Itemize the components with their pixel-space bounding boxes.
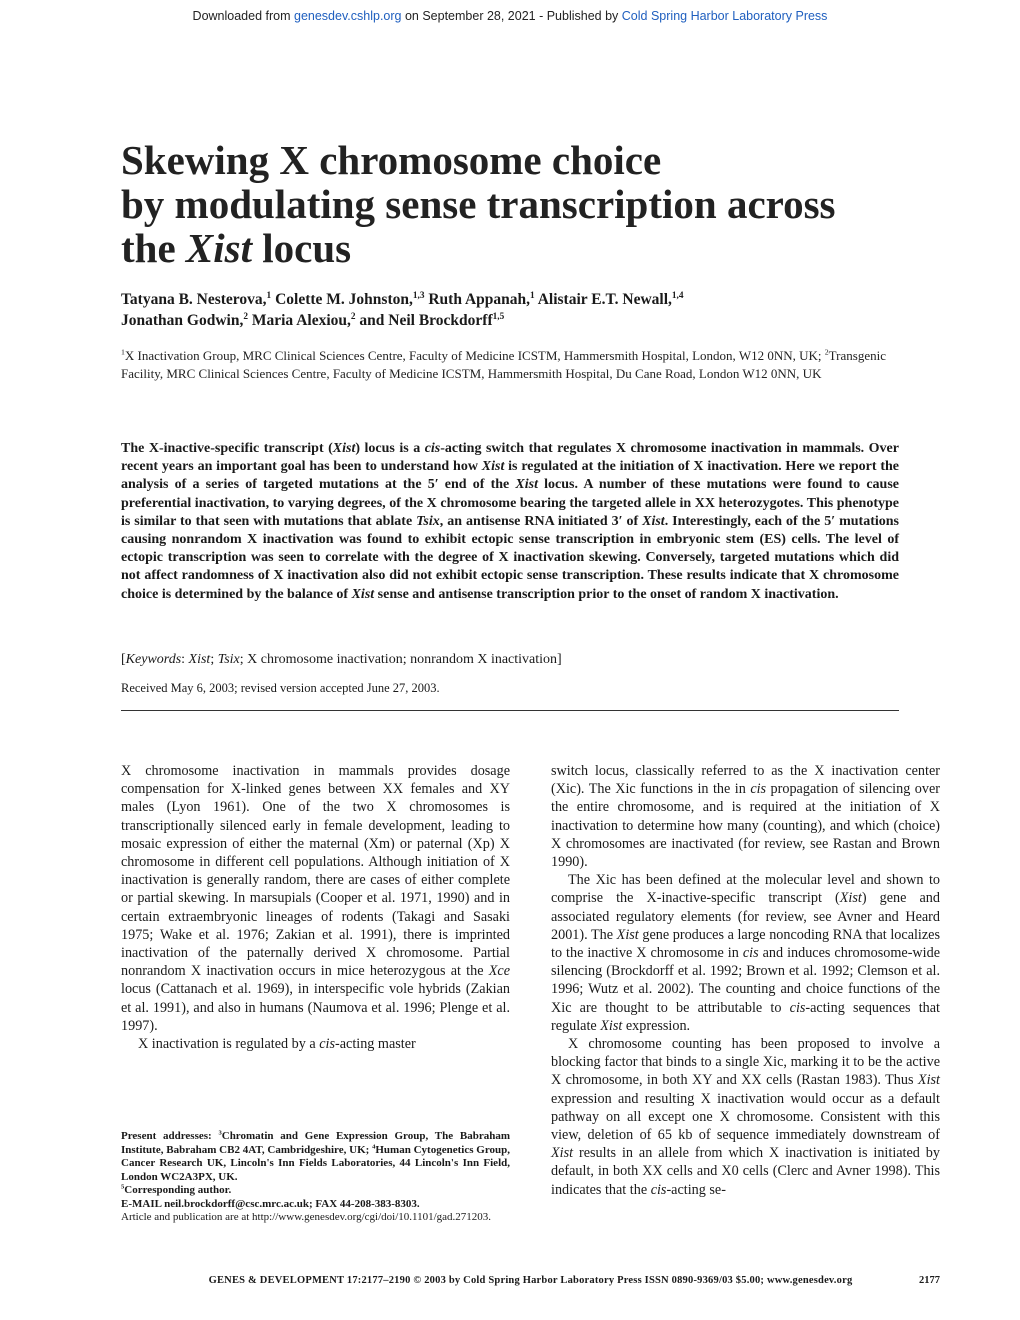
author-name: Ruth Appanah,: [424, 291, 531, 308]
publisher-link[interactable]: Cold Spring Harbor Laboratory Press: [621, 9, 828, 23]
author-affiliation-mark: 1: [530, 290, 535, 301]
article-doi: Article and publication are at http://www.genesdev.org/cgi/doi/10.1101/gad.271203.: [121, 1211, 492, 1223]
abstract-text: locus. A number of these mutations were found to cause preferential inactivation, to varying degrees, of the X chromosome bearing the targeted allele in XX heterozygotes. This phenotype is similar to that seen with mutations that ablate: [121, 477, 900, 529]
body-italic: cis: [650, 1181, 667, 1198]
page-number: 2177: [919, 1275, 940, 1286]
download-banner: [0, 9, 1020, 23]
abstract-gene-name: Tsix: [416, 513, 440, 529]
footnote-mark: 4: [372, 1142, 376, 1150]
abstract-gene-name: Xist: [515, 477, 538, 493]
abstract-text: The X-inactive-specific transcript (: [121, 441, 333, 456]
affiliation-mark: 2: [824, 347, 829, 357]
body-text: X chromosome counting has been proposed to involve a blocking factor that binds to a single Xic, marking it to be the active X chromosome, in both XY and XX cells (Rastan 1983). Thus: [551, 1036, 940, 1089]
contact-email: E-MAIL neil.brockdorff@csc.mrc.ac.uk; FAX 44-208-383-8303.: [121, 1197, 420, 1210]
body-paragraph: [551, 1035, 940, 1199]
abstract-text: is regulated at the initiation of X inactivation. Here we report the analysis of a series of targeted mutations at the 5′ end of the: [121, 459, 899, 493]
present-addresses: [121, 1130, 510, 1184]
body-text: -acting se-: [666, 1181, 726, 1198]
body-text: expression and resulting X inactivation would occur as a default pathway on all except one X chromosome. Consistent with this view, deletion of 65 kb of sequence immediately downstream of: [551, 1090, 940, 1144]
title-line-3-end: locus: [252, 225, 352, 271]
author-name: Maria Alexiou,: [247, 312, 351, 329]
author-line-2: [121, 310, 921, 331]
body-text: locus (Cattanach et al. 1969), in interspecific vole hybrids (Zakian et al. 1991), and also in humans (Naumova et al. 1996; Plenge et al. 1997).: [121, 981, 510, 1034]
affiliation-mark: 1: [121, 347, 125, 357]
author-affiliation-mark: 1,5: [492, 311, 505, 322]
banner-middle: on September 28, 2021 - Published by: [401, 9, 622, 23]
body-italic: cis: [750, 781, 767, 798]
body-text: -acting master: [335, 1036, 416, 1053]
body-italic: Xist: [616, 926, 639, 943]
keywords-separator: ;: [210, 652, 218, 667]
abstract-text: , an antisense RNA initiated 3′ of: [439, 513, 643, 529]
body-paragraph: [121, 762, 510, 1035]
site-link[interactable]: genesdev.cshlp.org: [294, 9, 402, 23]
body-text: gene produces a large noncoding RNA that localizes to the inactive X chromosome in: [551, 926, 940, 962]
body-paragraph: [551, 762, 940, 871]
received-dates: Received May 6, 2003; revised version accepted June 27, 2003.: [121, 681, 440, 695]
footnotes: [121, 1130, 510, 1225]
footnote-text: Corresponding author.: [124, 1184, 232, 1196]
abstract-gene-name: Xist: [332, 441, 356, 456]
body-text: propagation of silencing over the entire chromosome, and is required at the initiation of X inactivation to determine how many (counting), and which (choice) X chromosomes are inactivated (for review, see Rastan and Brown 1990).: [551, 781, 940, 871]
title-line-3-start: the: [121, 225, 186, 271]
abstract-gene-name: Xist: [481, 459, 505, 475]
body-italic: cis: [742, 945, 759, 962]
section-divider: [121, 710, 899, 711]
body-column-right: [551, 762, 940, 1199]
body-text: results in an allele from which X inactivation is initiated by default, in both XX cells and X0 cells (Clerc and Avner 1998). This indicates that the: [551, 1145, 940, 1198]
body-italic: cis: [319, 1036, 335, 1053]
keywords: [121, 651, 899, 669]
body-text: X chromosome inactivation in mammals provides dosage compensation for X-linked genes between XX females and XY males (Lyon 1961). One of the two X chromosomes is transcriptionally silenced early in female development, leading to mosaic expression of either the maternal (Xm) or paternal (Xp) X chromosome in different cell populations. Although initiation of X inactivation is generally random, there are cases of either complete or partial skewing. In marsupials (Cooper et al. 1971, 1990) and in certain extraembryonic lineages of rodents (Takagi and Sasaki 1975; Wake et al. 1976; Zakian et al. 1991), there is imprinted inactivation of the paternally derived X chromosome. Partial nonrandom X inactivation occurs in mice heterozygous at the: [121, 763, 510, 980]
author-list: [121, 289, 921, 331]
body-italic: Xist: [839, 890, 862, 907]
body-paragraph: [121, 1035, 510, 1053]
body-text: The Xic has been defined at the molecular level and shown to comprise the X-inactive-specific transcript (: [551, 872, 940, 907]
body-italic: Xist: [917, 1072, 940, 1089]
body-italic: Xist: [600, 1017, 623, 1034]
body-text: switch locus, classically referred to as the X inactivation center (Xic). The Xic functions in the in: [551, 763, 940, 798]
body-text: and induces chromosome-wide silencing (Brockdorff et al. 1992; Brown et al. 1992; Clemson et al. 1996; Wutz et al. 2002). The counting and choice functions of the Xic are thought to be attributable to: [551, 945, 940, 1016]
keywords-rest: ; X chromosome inactivation; nonrandom X inactivation]: [239, 652, 562, 667]
corresponding-author: [121, 1184, 510, 1198]
article-title: [121, 138, 921, 270]
affiliations: [121, 347, 901, 383]
author-affiliation-mark: 2: [243, 311, 248, 322]
footnote-text: Human Cytogenetics Group, Cancer Research UK, Lincoln's Inn Fields Laboratories, 44 Lincoln's Inn Field, London WC2A3PX, UK.: [121, 1143, 510, 1183]
title-line-3: [121, 226, 921, 270]
author-name: Alistair E.T. Newall,: [534, 291, 672, 308]
body-text: ) gene and associated regulatory elements (for review, see Avner and Heard 2001). The: [551, 890, 940, 943]
keywords-colon: :: [181, 652, 189, 667]
footnote-mark: 5: [121, 1183, 125, 1191]
body-italic: cis: [789, 999, 806, 1016]
abstract-text: . Interestingly, each of the 5′ mutations causing nonrandom X inactivation was found to exhibit ectopic sense transcription in embryonic stem (ES) cells. The level of ectopic transcription was seen to correlate with the degree of X inactivation skewing. Conversely, targeted mutations which did not affect randomness of X inactivation also did not exhibit ectopic sense transcription. These results indicate that X chromosome choice is determined by the balance of: [121, 513, 900, 602]
keywords-label: Keywords: [125, 652, 182, 667]
title-line-2: by modulating sense transcription across: [121, 181, 836, 227]
abstract-italic: cis: [424, 441, 441, 456]
author-line-1: [121, 289, 921, 310]
body-paragraph: [551, 871, 940, 1035]
author-name: Colette M. Johnston,: [271, 291, 413, 308]
journal-footer: GENES & DEVELOPMENT 17:2177–2190 © 2003 by Cold Spring Harbor Laboratory Press ISSN 0890-9369/03 $5.00; www.genesdev.org: [208, 1275, 853, 1286]
author-affiliation-mark: 1: [266, 290, 272, 301]
author-name: and Neil Brockdorff: [355, 312, 493, 329]
abstract-text: ) locus is a: [355, 441, 425, 456]
footnote-text: Chromatin and Gene Expression Group, The Babraham Institute, Babraham CB2 4AT, Cambridgeshire, UK;: [121, 1130, 510, 1156]
abstract-text: sense and antisense transcription prior to the onset of random X inactivation.: [374, 586, 839, 602]
title-gene-name: Xist: [185, 225, 252, 271]
title-line-1: Skewing X chromosome choice: [121, 137, 662, 183]
author-name: Jonathan Godwin,: [121, 312, 244, 329]
abstract-text: -acting switch that regulates X chromosome inactivation in mammals. Over recent years an important goal has been to understand how: [121, 441, 899, 475]
keywords-bracket: [: [121, 652, 126, 667]
affiliation-text: X Inactivation Group, MRC Clinical Sciences Centre, Faculty of Medicine ICSTM, Hammersmith Hospital, London, W12 0NN, UK;: [124, 348, 825, 363]
abstract: [121, 440, 899, 604]
body-italic: Xist: [551, 1145, 574, 1162]
author-affiliation-mark: 2: [350, 311, 356, 322]
body-text: -acting sequences that regulate: [551, 999, 940, 1034]
abstract-gene-name: Xist: [642, 513, 665, 529]
author-affiliation-mark: 1,3: [412, 290, 425, 301]
keyword: Xist: [188, 652, 211, 667]
body-text: expression.: [622, 1017, 691, 1034]
affiliation-text: Transgenic Facility, MRC Clinical Sciences Centre, Faculty of Medicine ICSTM, Hammersmith Hospital, Du Cane Road, London W12 0NN, UK: [121, 348, 886, 381]
author-affiliation-mark: 1,4: [671, 290, 684, 301]
footnote-mark: 3: [218, 1129, 222, 1137]
author-name: Tatyana B. Nesterova,: [121, 291, 267, 308]
body-text: X inactivation is regulated by a: [138, 1036, 320, 1053]
body-italic: Xce: [488, 963, 510, 980]
body-column-left: [121, 762, 510, 1053]
abstract-gene-name: Xist: [351, 586, 375, 602]
keyword: Tsix: [217, 652, 240, 667]
banner-prefix: Downloaded from: [192, 9, 294, 23]
footnote-label: Present addresses:: [121, 1130, 219, 1142]
